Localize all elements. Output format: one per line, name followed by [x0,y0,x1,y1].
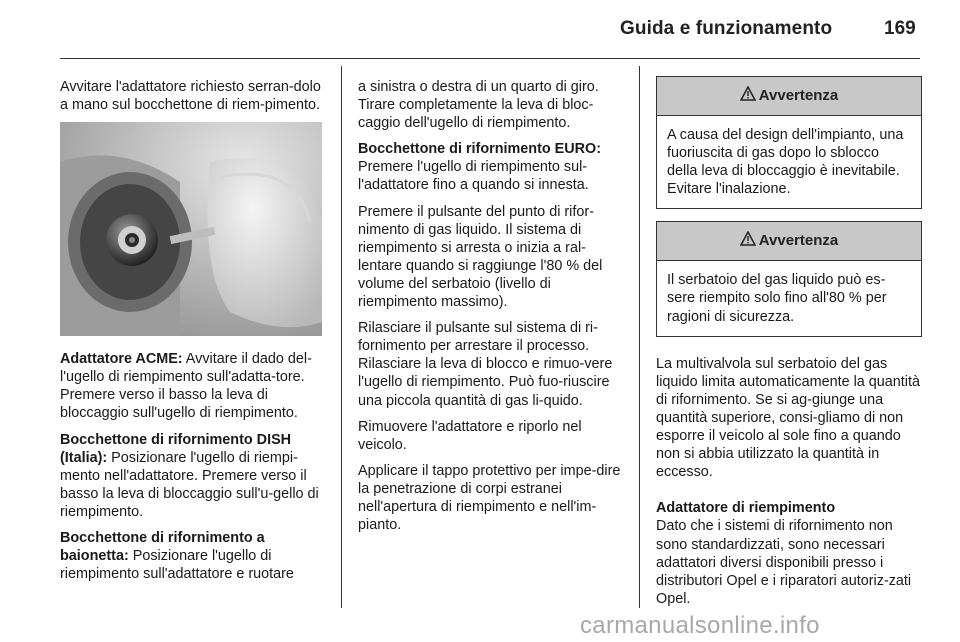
dish-paragraph [60,431,326,521]
bayonet-label: Bocchettone di rifornimento a baionetta: [60,530,265,565]
warning-box-2 [656,221,922,336]
page-header [0,0,960,58]
remove-adapter-paragraph: Rimuovere l'adattatore e riporlo nel veicolo. [358,418,582,453]
warning-triangle-icon [740,86,756,106]
column-1 [60,78,326,591]
acme-paragraph [60,350,326,422]
dish-text: Posizionare l'ugello di riempi-mento nell'adattatore. Premere verso il basso la leva di bloccaggio sull'u-gello di riempimento. [60,449,319,520]
adapter-heading: Adattatore di riempimento [656,500,836,517]
warning-header-2 [657,222,921,261]
page-title: Guida e funzionamento [620,18,833,39]
intro-paragraph: Avvitare l'adattatore richiesto serran-dolo a mano sul bocchettone di riem-pimento. [60,79,321,114]
header-divider [60,58,920,59]
warning-box-1 [656,76,922,209]
button-paragraph: Premere il pulsante del punto di rifor-nimento di gas liquido. Il sistema di riempimento si arresta o inizia a ral-lentare quando si raggiunge l'80 % del volume del serbatoio (livello di riempimento massimo). [358,203,603,311]
adapter-paragraph: Dato che i sistemi di rifornimento non sono standardizzati, sono necessari adattatori diversi disponibili presso i distributori Opel e i riparatori autoriz-zati Opel. [656,518,912,607]
release-paragraph: Rilasciare il pulsante sul sistema di ri-fornimento per arrestare il processo. Rilasciare la leva di blocco e rimuo-vere l'ugello di riempimento. Può fuo-riuscire una piccola quantità di gas li-quido. [358,320,613,409]
warning-header-1 [657,77,921,116]
quarter-turn-paragraph: a sinistra o destra di un quarto di giro. Tirare completamente la leva di bloc-caggio dell'ugello di riempimento. [358,79,599,132]
bayonet-paragraph [60,529,326,583]
column-divider-1 [341,66,342,608]
warning-triangle-icon [740,231,756,251]
dish-label: Bocchettone di rifornimento DISH (Italia): [60,431,292,466]
multivalve-paragraph: La multivalvola sul serbatoio del gas liquido limita automaticamente la quantità di rifornimento. Se si ag-giunge una quantità superiore, consi-gliamo di non esporre il veicolo al sole fino a quando non si abbia utilizzato la quantità in eccesso. [656,355,920,481]
protective-cap-paragraph: Applicare il tappo protettivo per impe-dire la penetrazione di corpi estranei nell'apertura di riempimento e nell'im-pianto. [358,462,621,534]
watermark: carmanualsonline.info [580,612,820,639]
euro-text: Premere l'ugello di riempimento sul-l'adattatore fino a quando si innesta. [358,159,589,194]
column-divider-2 [639,66,640,608]
warning-text-2: Il serbatoio del gas liquido può es-sere riempito solo fino all'80 % per ragioni di sicurezza. [667,272,887,325]
fuel-cap-adapter-photo [60,122,322,336]
euro-paragraph [358,140,624,194]
column-2 [358,78,624,542]
warning-title-1: Avvertenza [758,86,839,104]
warning-text-1: A causa del design dell'impianto, una fuoriuscita di gas dopo lo sblocco della leva di bloccaggio è inevitabile. Evitare l'inalazione. [667,127,904,198]
warning-title-2: Avvertenza [758,232,839,250]
photo-illustration [60,122,322,336]
euro-label: Bocchettone di rifornimento EURO: [358,141,602,158]
acme-text: Avvitare il dado del-l'ugello di riempimento sull'adatta-tore. Premere verso il basso la leva di bloccaggio sull'ugello di riempimento. [60,351,312,422]
bayonet-text: Posizionare l'ugello di riempimento sull'adattatore e ruotare [60,548,294,583]
page-number: 169 [884,18,916,39]
column-3 [656,76,922,616]
acme-label: Adattatore ACME: [60,351,183,368]
